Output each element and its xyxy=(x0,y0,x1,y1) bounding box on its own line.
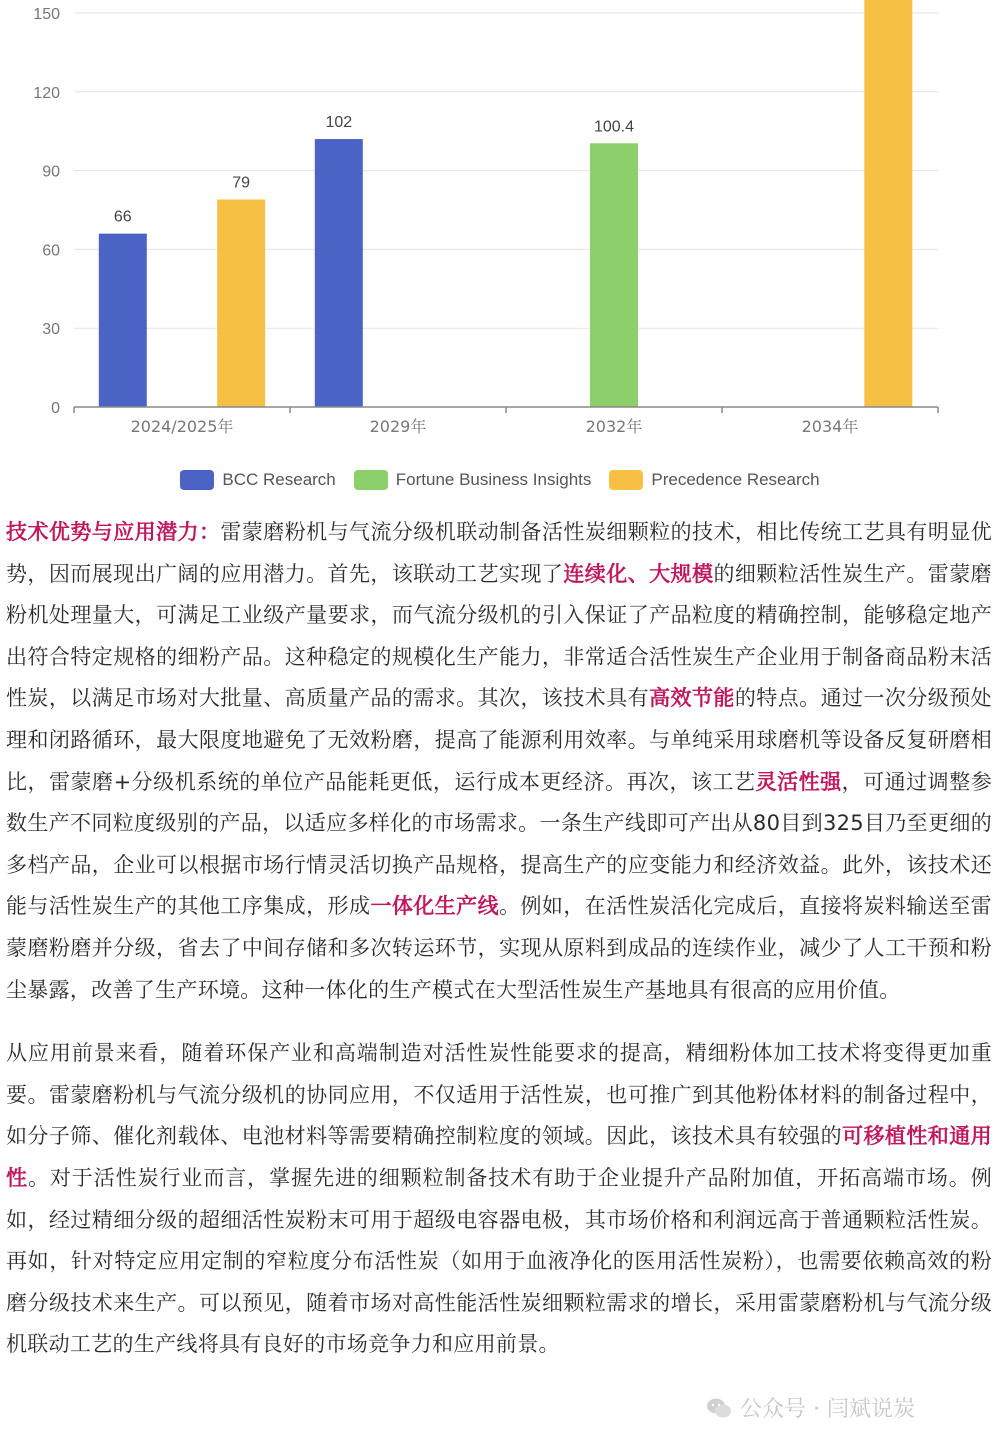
chart-gridlines xyxy=(74,13,938,328)
y-tick-label: 0 xyxy=(51,400,60,417)
bar-data-label: 66 xyxy=(113,208,132,226)
legend-label-bcc: BCC Research xyxy=(222,470,336,489)
paragraph-text: 的特点。通过一次分级预处理和闭路循环，最大限度地避免了无效粉磨，提高了能源利用效率。与单纯采用球磨机等设备反复研磨相比，雷蒙磨+分级机系统的单位产品能耗更低，运行成本更经济。再次，该工艺 xyxy=(6,686,992,794)
y-tick-label: 60 xyxy=(42,242,60,260)
highlight-flexible: 灵活性强 xyxy=(755,769,842,794)
article-body xyxy=(6,512,992,1366)
chart-legend xyxy=(0,470,1000,490)
section-heading: 技术优势与应用潜力： xyxy=(6,520,221,544)
legend-swatch-bcc xyxy=(180,470,214,490)
legend-swatch-precedence xyxy=(609,470,643,490)
paragraph-text: 。对于活性炭行业而言，掌握先进的细颗粒制备技术有助于企业提升产品附加值，开拓高端市场。例如，经过精细分级的超细活性炭粉末可用于超级电容器电极，其市场价格和利润远高于普通颗粒活性炭。再如，针对特定应用定制的窄粒度分布活性炭（如用于血液净化的医用活性炭粉），也需要依赖高效的粉磨分级技术来生产。可以预见，随着市场对高性能活性炭细颗粒需求的增长，采用雷蒙磨粉机与气流分级机联动工艺的生产线将具有良好的市场竞争力和应用前景。 xyxy=(6,1165,992,1357)
highlight-continuous: 连续化、大规模 xyxy=(563,561,714,586)
bar-data-label: 79 xyxy=(232,174,251,192)
legend-swatch-fortune xyxy=(354,470,388,490)
bar-precedence-research xyxy=(217,199,265,407)
y-tick-label: 120 xyxy=(33,84,60,102)
bar-chart xyxy=(0,0,1000,440)
legend-item-fortune[interactable] xyxy=(354,470,592,490)
y-tick-label: 90 xyxy=(42,163,60,181)
paragraph-text: 雷蒙磨粉机与气流分级机联动制备活性炭细颗粒的技术，相比传统工艺具有明显优势，因而展现出广阔的应用潜力。首先，该联动工艺实现了 xyxy=(6,520,993,586)
paragraph-text: 的细颗粒活性炭生产。雷蒙磨粉机处理量大，可满足工业级产量要求，而气流分级机的引入保证了产品粒度的精确控制，能够稳定地产出符合特定规格的细粉产品。这种稳定的规模化生产能力，非常适合活性炭生产企业用于制备商品粉末活性炭，以满足市场对大批量、高质量产品的需求。其次，该技术具有 xyxy=(6,561,992,711)
highlight-integrated: 一体化生产线 xyxy=(370,894,500,919)
legend-label-fortune: Fortune Business Insights xyxy=(395,470,592,489)
legend-item-precedence[interactable] xyxy=(609,470,819,490)
y-axis-ticks xyxy=(33,6,60,417)
paragraph-outlook xyxy=(6,1033,992,1366)
y-tick-label: 30 xyxy=(42,321,60,339)
bar-bcc-research xyxy=(315,139,363,407)
x-tick-label: 2032年 xyxy=(585,417,643,436)
bar-fortune-business-insights xyxy=(590,143,638,407)
bar-precedence-research xyxy=(864,0,912,407)
highlight-efficient: 高效节能 xyxy=(649,686,735,711)
paragraph-text: ，可通过调整参数生产不同粒度级别的产品，以适应多样化的市场需求。一条生产线即可产出从80目到325目乃至更细的多档产品，企业可以根据市场行情灵活切换产品规格，提高生产的应变能力和经济效益。此外，该技术还能与活性炭生产的其他工序集成，形成 xyxy=(6,769,993,919)
legend-item-bcc[interactable] xyxy=(180,470,335,490)
wechat-icon xyxy=(706,1397,732,1419)
paragraph-text: 。例如，在活性炭活化完成后，直接将炭料输送至雷蒙磨粉磨并分级，省去了中间存储和多次转运环节，实现从原料到成品的连续作业，减少了人工干预和粉尘暴露，改善了生产环境。这种一体化的生产模式在大型活性炭生产基地具有很高的应用价值。 xyxy=(6,894,992,1002)
watermark xyxy=(706,1392,915,1423)
x-tick-label: 2034年 xyxy=(801,417,859,436)
bar-bcc-research xyxy=(99,234,147,407)
chart-bars xyxy=(99,0,913,407)
bar-data-label: 100.4 xyxy=(593,118,635,136)
watermark-text: 公众号 · 闫斌说炭 xyxy=(740,1397,915,1422)
paragraph-tech-advantages xyxy=(6,512,992,1011)
highlight-portability: 可移植性和通用性 xyxy=(6,1124,992,1190)
x-axis xyxy=(74,407,938,436)
x-tick-label: 2029年 xyxy=(369,417,427,436)
bar-data-label: 102 xyxy=(325,114,353,132)
y-tick-label: 150 xyxy=(33,6,60,23)
legend-label-precedence: Precedence Research xyxy=(651,470,820,489)
paragraph-text: 从应用前景来看，随着环保产业和高端制造对活性炭性能要求的提高，精细粉体加工技术将变得更加重要。雷蒙磨粉机与气流分级机的协同应用，不仅适用于活性炭，也可推广到其他粉体材料的制备过程中，如分子筛、催化剂载体、电池材料等需要精确控制粒度的领域。因此，该技术具有较强的 xyxy=(6,1041,992,1149)
x-tick-label: 2024/2025年 xyxy=(130,417,234,436)
